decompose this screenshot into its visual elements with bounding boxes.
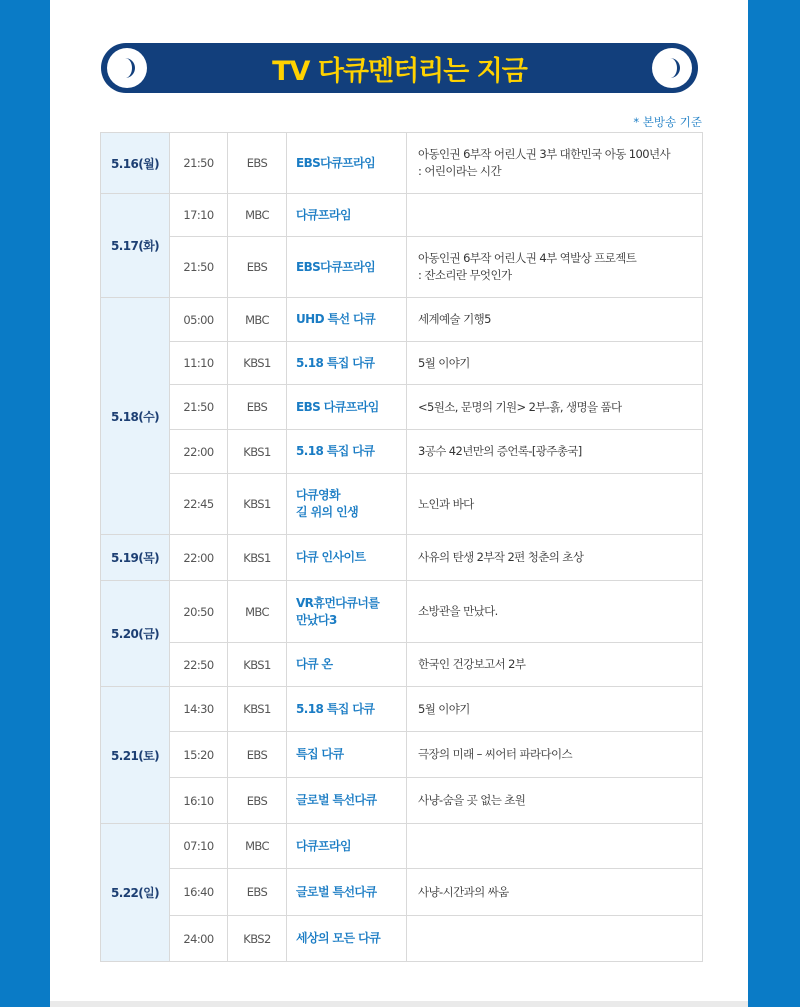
episode-title-cell: [407, 237, 703, 298]
channel-cell: MBC: [228, 824, 287, 869]
episode-title: 세계예술 기행5: [418, 312, 491, 326]
schedule-table: [100, 132, 703, 962]
channel-cell: EBS: [228, 778, 287, 824]
schedule-row: [101, 869, 703, 916]
program-cell: [287, 732, 407, 778]
program-name: 다큐 온: [296, 657, 333, 671]
time-cell: 22:00: [170, 430, 228, 474]
time-cell: 21:50: [170, 385, 228, 430]
program-name: 다큐 인사이트: [296, 550, 366, 564]
page-panel: [50, 0, 748, 1007]
schedule-row: [101, 194, 703, 237]
program-cell: [287, 916, 407, 962]
program-cell: [287, 581, 407, 643]
episode-title: 5월 이야기: [418, 355, 470, 370]
episode-title: : 잔소리란 무엇인가: [418, 268, 512, 282]
time-cell: 21:50: [170, 133, 228, 194]
program-cell: [287, 194, 407, 237]
time-cell: 16:40: [170, 869, 228, 916]
program-name: 5.18 특집 다큐: [296, 701, 375, 716]
time-cell: 05:00: [170, 298, 228, 342]
episode-title-cell: [407, 194, 703, 237]
episode-title-cell: [407, 824, 703, 869]
program-cell: [287, 237, 407, 298]
program-cell: [287, 535, 407, 581]
program-cell: [287, 474, 407, 535]
program-cell: [287, 385, 407, 430]
moon-icon: [107, 48, 147, 88]
program-name: VR휴먼다큐너를: [296, 595, 380, 610]
schedule-row: [101, 916, 703, 962]
episode-title-cell: [407, 430, 703, 474]
episode-title-cell: [407, 298, 703, 342]
schedule-row: [101, 342, 703, 385]
time-cell: 16:10: [170, 778, 228, 824]
time-cell: 22:45: [170, 474, 228, 535]
date-cell: 5.20(금): [101, 581, 170, 687]
date-cell: 5.18(수): [101, 298, 170, 535]
time-cell: 11:10: [170, 342, 228, 385]
time-cell: 14:30: [170, 687, 228, 732]
program-cell: [287, 778, 407, 824]
episode-title-cell: [407, 916, 703, 962]
episode-title: 한국인 건강보고서 2부: [418, 657, 526, 671]
program-name: EBS 다큐프라임: [296, 399, 379, 414]
date-cell: 5.16(월): [101, 133, 170, 194]
program-name: 다큐프라임: [296, 838, 351, 853]
program-cell: [287, 643, 407, 687]
episode-title-cell: [407, 869, 703, 916]
episode-title: 아동인권 6부작 어린人권 4부 역발상 프로젝트: [418, 251, 637, 265]
schedule-row: [101, 133, 703, 194]
episode-title: 아동인권 6부작 어린人권 3부 대한민국 아동 100년사: [418, 147, 670, 161]
program-cell: [287, 133, 407, 194]
channel-cell: KBS1: [228, 474, 287, 535]
channel-cell: EBS: [228, 237, 287, 298]
program-name: 글로벌 특선다큐: [296, 884, 377, 899]
time-cell: 07:10: [170, 824, 228, 869]
episode-title-cell: [407, 133, 703, 194]
channel-cell: EBS: [228, 385, 287, 430]
schedule-row: [101, 385, 703, 430]
episode-title-cell: [407, 581, 703, 643]
schedule-row: [101, 732, 703, 778]
channel-cell: MBC: [228, 194, 287, 237]
channel-cell: KBS1: [228, 687, 287, 732]
schedule-row: [101, 581, 703, 643]
schedule-row: [101, 237, 703, 298]
time-cell: 20:50: [170, 581, 228, 643]
program-name: EBS다큐프라임: [296, 155, 376, 170]
time-cell: 22:00: [170, 535, 228, 581]
schedule-row: [101, 430, 703, 474]
program-name: 글로벌 특선다큐: [296, 793, 377, 807]
program-name: 길 위의 인생: [296, 505, 359, 519]
episode-title: 사냥-시간과의 싸움: [418, 884, 509, 899]
program-name: 5.18 특집 다큐: [296, 444, 375, 458]
date-cell: 5.21(토): [101, 687, 170, 824]
schedule-row: [101, 778, 703, 824]
program-name: EBS다큐프라임: [296, 259, 376, 274]
channel-cell: EBS: [228, 869, 287, 916]
program-cell: [287, 687, 407, 732]
episode-title: 3공수 42년만의 증언록-[광주총국]: [418, 444, 582, 458]
schedule-row: [101, 687, 703, 732]
time-cell: 15:20: [170, 732, 228, 778]
channel-cell: KBS1: [228, 643, 287, 687]
program-name: 다큐프라임: [296, 207, 351, 222]
broadcast-note: * 본방송 기준: [633, 115, 702, 129]
date-cell: 5.22(일): [101, 824, 170, 962]
episode-title-cell: [407, 535, 703, 581]
schedule-row: [101, 474, 703, 535]
channel-cell: KBS1: [228, 535, 287, 581]
episode-title-cell: [407, 342, 703, 385]
channel-cell: MBC: [228, 298, 287, 342]
moon-icon: [652, 48, 692, 88]
episode-title: <5원소, 문명의 기원> 2부-흙, 생명을 품다: [418, 399, 622, 414]
time-cell: 24:00: [170, 916, 228, 962]
schedule-row: [101, 535, 703, 581]
schedule-row: [101, 643, 703, 687]
channel-cell: KBS1: [228, 430, 287, 474]
schedule-row: [101, 824, 703, 869]
episode-title: 사냥-숨을 곳 없는 초원: [418, 793, 526, 807]
episode-title: 5월 이야기: [418, 701, 470, 716]
program-name: UHD 특선 다큐: [296, 312, 376, 326]
channel-cell: KBS2: [228, 916, 287, 962]
channel-cell: EBS: [228, 732, 287, 778]
page-title: TV 다큐멘터리는 지금: [272, 55, 527, 87]
program-cell: [287, 824, 407, 869]
episode-title: : 어린이라는 시간: [418, 164, 501, 178]
program-cell: [287, 869, 407, 916]
episode-title: 소방관을 만났다.: [418, 604, 498, 618]
page-footer-bar: [50, 1001, 748, 1007]
episode-title-cell: [407, 687, 703, 732]
date-cell: 5.17(화): [101, 194, 170, 298]
episode-title: 노인과 바다: [418, 496, 474, 511]
channel-cell: KBS1: [228, 342, 287, 385]
time-cell: 21:50: [170, 237, 228, 298]
program-name: 다큐영화: [296, 488, 340, 502]
program-cell: [287, 430, 407, 474]
episode-title-cell: [407, 474, 703, 535]
program-name: 세상의 모든 다큐: [296, 931, 381, 945]
program-cell: [287, 298, 407, 342]
program-cell: [287, 342, 407, 385]
channel-cell: MBC: [228, 581, 287, 643]
episode-title: 극장의 미래 – 씨어터 파라다이스: [418, 747, 572, 761]
date-cell: 5.19(목): [101, 535, 170, 581]
program-name: 5.18 특집 다큐: [296, 355, 375, 370]
channel-cell: EBS: [228, 133, 287, 194]
episode-title-cell: [407, 778, 703, 824]
title-banner: [101, 43, 698, 93]
program-name: 특집 다큐: [296, 747, 344, 761]
episode-title: 사유의 탄생 2부작 2편 청춘의 초상: [418, 550, 584, 564]
episode-title-cell: [407, 643, 703, 687]
schedule-row: [101, 298, 703, 342]
time-cell: 17:10: [170, 194, 228, 237]
episode-title-cell: [407, 385, 703, 430]
time-cell: 22:50: [170, 643, 228, 687]
program-name: 만났다3: [296, 612, 337, 627]
episode-title-cell: [407, 732, 703, 778]
